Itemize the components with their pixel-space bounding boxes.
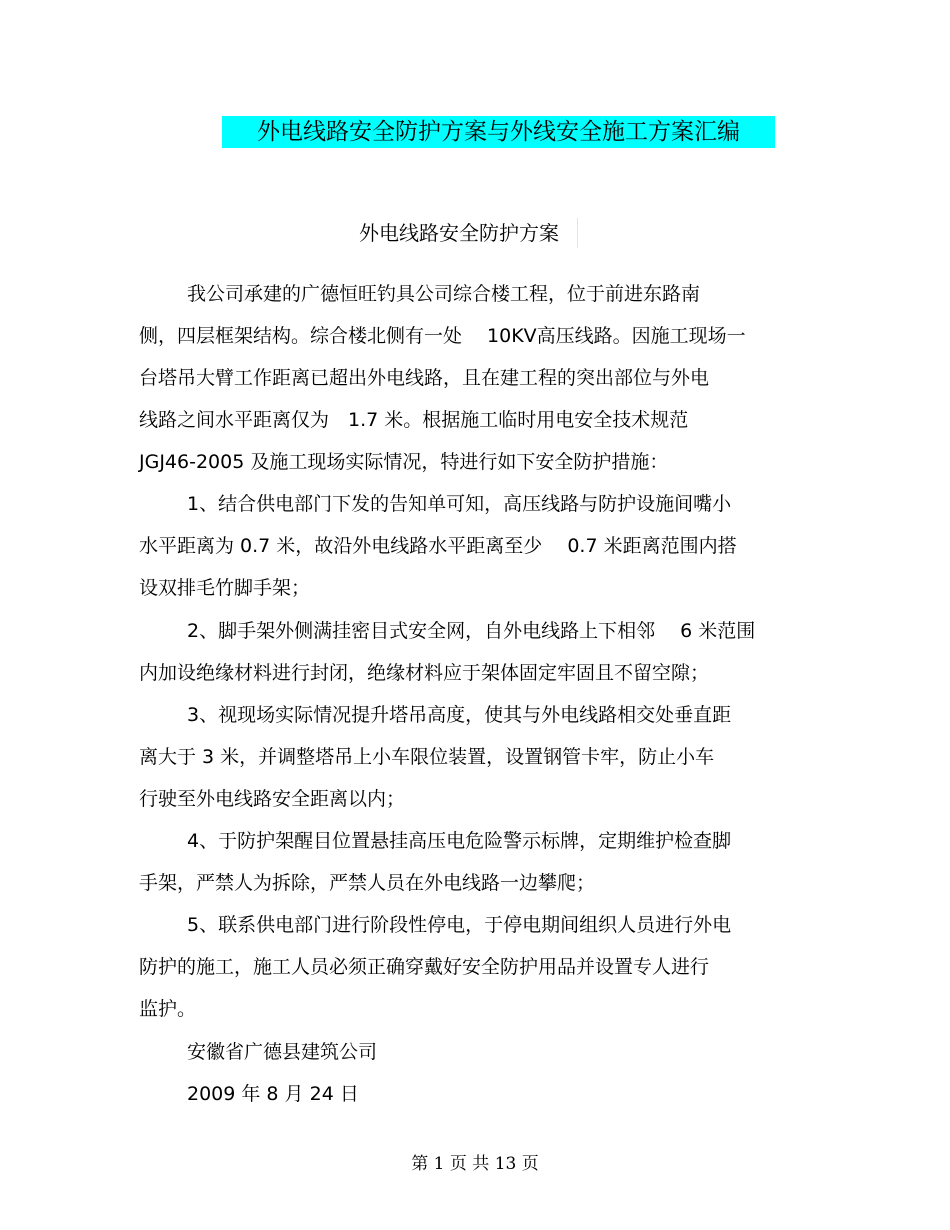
paragraph-line: 离大于 3 米，并调整塔吊上小车限位装置，设置钢管卡牢，防止小车 (139, 746, 715, 768)
paragraph-line: 侧，四层框架结构。综合楼北侧有一处 10KV高压线路。因施工现场一 (139, 325, 746, 347)
paragraph-line: 防护的施工，施工人员必须正确穿戴好安全防护用品并设置专人进行 (139, 956, 710, 978)
paragraph-line: 内加设绝缘材料进行封闭，绝缘材料应于架体固定牢固且不留空隙； (139, 662, 710, 684)
paragraph-line: JGJ46-2005 及施工现场实际情况，特进行如下安全防护措施： (139, 451, 669, 473)
paragraph-line: 设双排毛竹脚手架； (139, 577, 311, 599)
document-date: 2009 年 8 月 24 日 (187, 1083, 359, 1105)
document-title: 外电线路安全防护方案与外线安全施工方案汇编 (222, 116, 775, 148)
paragraph-line: 4、于防护架醒目位置悬挂高压电危险警示标牌，定期维护检查脚 (187, 830, 732, 852)
page-number-footer: 第 1 页 共 13 页 (411, 1154, 539, 1174)
signature: 安徽省广德县建筑公司 (187, 1041, 378, 1063)
paragraph-line: 我公司承建的广德恒旺钓具公司综合楼工程，位于前进东路南 (187, 283, 701, 305)
paragraph-line: 2、脚手架外侧满挂密目式安全网，自外电线路上下相邻 6 米范围 (187, 620, 756, 642)
paragraph-line: 台塔吊大臂工作距离已超出外电线路，且在建工程的突出部位与外电 (139, 367, 710, 389)
section-title: 外电线路安全防护方案 (359, 218, 578, 248)
paragraph-line: 线路之间水平距离仅为 1.7 米。根据施工临时用电安全技术规范 (139, 409, 689, 431)
paragraph-line: 行驶至外电线路安全距离以内； (139, 788, 406, 810)
paragraph-line: 3、视现场实际情况提升塔吊高度，使其与外电线路相交处垂直距 (187, 704, 732, 726)
paragraph-line: 1、结合供电部门下发的告知单可知，高压线路与防护设施间嘴小 (187, 493, 732, 515)
paragraph-line: 手架，严禁人为拆除，严禁人员在外电线路一边攀爬； (139, 872, 596, 894)
paragraph-line: 水平距离为 0.7 米，故沿外电线路水平距离至少 0.7 米距离范围内搭 (139, 535, 737, 557)
paragraph-line: 监护。 (139, 998, 197, 1020)
paragraph-line: 5、联系供电部门进行阶段性停电，于停电期间组织人员进行外电 (187, 914, 732, 936)
